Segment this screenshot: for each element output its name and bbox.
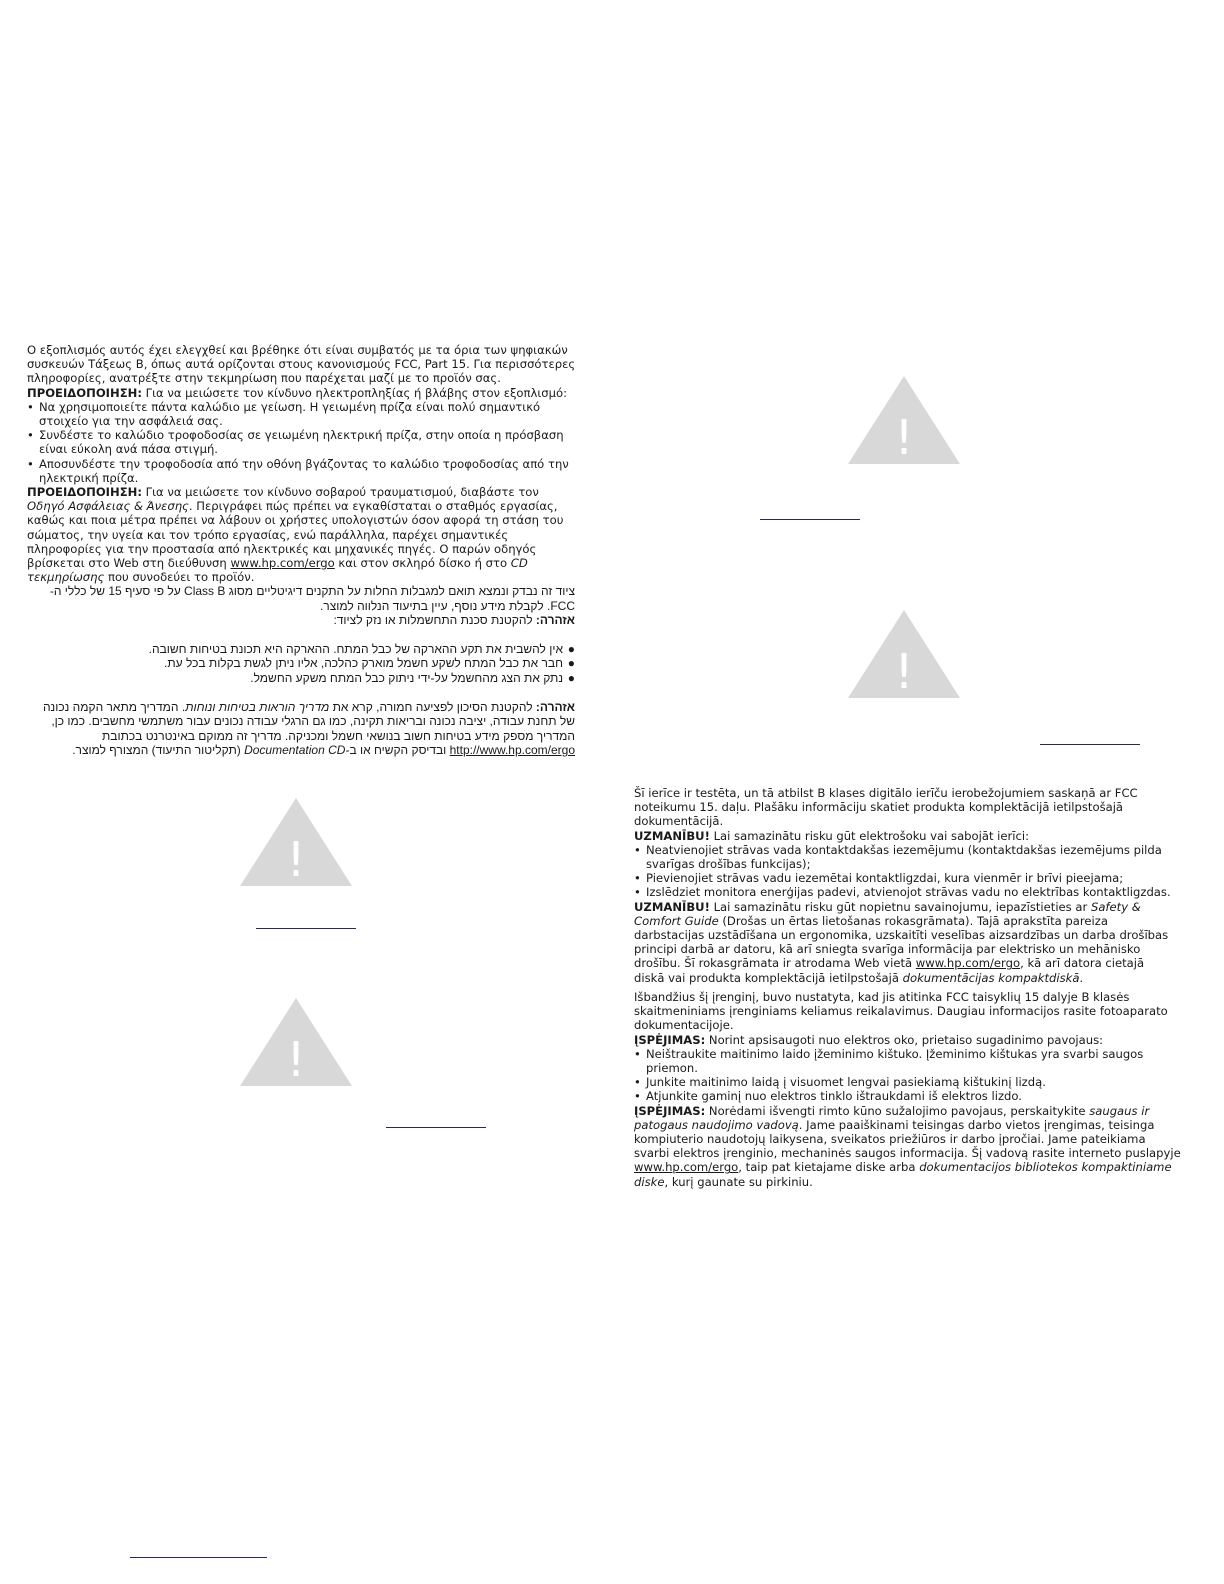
cd-title: CD τεκμηρίωσης	[27, 556, 528, 585]
lithuanian-notice	[634, 990, 1182, 1189]
greek-warning-1-label: ΠΡΟΕΙΔΟΠΟΙΗΣΗ:	[27, 385, 142, 400]
list-item: • Atjunkite gaminį nuo elektros tinklo ištraukdami iš elektros lizdo.	[634, 1089, 1022, 1104]
bullet: •	[634, 871, 641, 886]
cd-title: dokumentācijas kompaktdiskā	[902, 970, 1080, 985]
bullet: •	[27, 456, 34, 471]
list-item: ●אין להשבית את תקע ההארקה של כבל המתח. ההארקה היא תכונת בטיחות חשובה.	[148, 641, 575, 656]
cd-title: dokumentacijos bibliotekos kompaktiniame diske	[634, 1160, 1172, 1189]
guide-title: saugaus ir patogaus naudojimo vadovą	[634, 1103, 1150, 1132]
bullet: ●	[567, 641, 575, 656]
ergo-link[interactable]: http://www.hp.com/ergo	[449, 743, 575, 758]
greek-intro: Ο εξοπλισμός αυτός έχει ελεγχθεί και βρέθηκε ότι είναι συμβατός με τα όρια των ψηφιακών συσκευών Τάξεως B, όπως αυτά ορίζονται στους κανονισμούς FCC, Part 15. Για περισσότερες πληροφορίες, ανατρέξτε στην τεκμηρίωση που παρέχεται μαζί με το προϊόν σας.	[27, 343, 576, 386]
list-item: • Neištraukite maitinimo laido įžeminimo kištuko. Įžeminimo kištukas yra svarbi saugos priemon.	[634, 1046, 1144, 1076]
list-item: ●נתק את הצג מהחשמל על-ידי ניתוק כבל המתח משקע החשמל.	[250, 670, 575, 685]
ergo-link[interactable]: www.hp.com/ergo	[634, 1160, 739, 1175]
greek-notice	[27, 343, 579, 584]
bullet: •	[634, 1089, 641, 1104]
bullet: •	[634, 1075, 641, 1090]
ergo-link[interactable]: www.hp.com/ergo	[230, 556, 335, 571]
exclamation-mark: !	[894, 410, 914, 464]
bullet: •	[634, 1046, 641, 1061]
bullet: ●	[567, 670, 575, 685]
list-item: • Να χρησιμοποιείτε πάντα καλώδιο με γείωση. Η γειωμένη πρίζα είναι πολύ σημαντικό στοιχείο για την ασφάλειά σας.	[27, 399, 541, 429]
bullet: •	[634, 842, 641, 857]
guide-title: Safety & Comfort Guide	[634, 899, 1141, 928]
bullet: •	[634, 885, 641, 900]
exclamation-mark: !	[894, 644, 914, 698]
list-item: • Neatvienojiet strāvas vada kontaktdakšas iezemējumu (kontaktdakšas iezemējums pilda svarīgas drošības funkcijas);	[634, 842, 1162, 872]
latvian-warning-2: UZMANĪBU! Lai samazinātu risku gūt nopietnu savainojumu, iepazīstieties ar Safety & Comfort Guide (Drošas un ērtas lietošanas rokasgrāmata). Tajā aprakstīta pareiza darbstacijas uzstādīšana un ergonomika, uzskaitīti veselības aizsardzības un darba drošības principi darbā ar datoru, kā arī sniegta svarīga informācija par elektrisko un mehānisko drošību. Šī rokasgrāmata ir atrodama Web vietā www.hp.com/ergo, kā arī datora cietajā diskā vai produkta komplektācijā ietilpstošajā dokumentācijas kompaktdiskā.	[634, 899, 1169, 985]
bullet: •	[27, 399, 34, 414]
lithuanian-warning-2: ĮSPĖJIMAS: Norėdami išvengti rimto kūno sužalojimo pavojaus, perskaitykite saugaus ir patogaus naudojimo vadovą. Jame paaiškinami teisingas darbo vietos įrengimas, teisinga kompiuterio naudotojų laikysena, sveikatos priežiūros ir darbo įpročiai. Jame pateikiama svarbi elektros įrenginio, mechaninės saugos informacija. Šį vadovą rasite interneto puslapyje www.hp.com/ergo, taip pat kietajame diske arba dokumentacijos bibliotekos kompaktiniame diske, kurį gaunate su pirkiniu.	[634, 1103, 1181, 1189]
guide-title: Οδηγό Ασφάλειας & Άνεσης	[27, 499, 189, 514]
exclamation-mark: !	[286, 1032, 306, 1086]
latvian-warning-1: UZMANĪBU! Lai samazinātu risku gūt elektrošoku vai sabojāt ierīci:	[634, 828, 1030, 843]
divider-rule	[386, 1127, 486, 1128]
list-item: • Junkite maitinimo laidą į visuomet lengvai pasiekiamą kištukinį lizdą.	[634, 1075, 1046, 1090]
latvian-notice	[634, 786, 1174, 985]
warning-triangle-icon	[848, 610, 960, 698]
latvian-intro: Šī ierīce ir testēta, un tā atbilst B klases digitālo ierīču ierobežojumiem saskaņā ar FCC noteikumu 15. daļu. Plašāku informāciju skatiet produkta komplektācijā ietilpstošajā dokumentācijā.	[634, 786, 1138, 829]
lithuanian-warning-1: ĮSPĖJIMAS: Norint apsisaugoti nuo elektros oko, prietaiso sugadinimo pavojaus:	[634, 1032, 1104, 1047]
list-item: • Izslēdziet monitora enerģijas padevi, atvienojot strāvas vadu no elektrības kontaktligzdas.	[634, 885, 1171, 900]
hebrew-notice	[40, 584, 575, 758]
hebrew-intro: ציוד זה נבדק ונמצא תואם למגבלות החלות על התקנים דיגיטליים מסוג Class B על פי סעיף 15 של כללי ה-FCC. לקבלת מידע נוסף, עיין בתיעוד הנלווה למוצר.	[49, 584, 575, 613]
list-item: • Pievienojiet strāvas vadu iezemētai kontaktligzdai, kura vienmēr ir brīvi pieejama;	[634, 871, 1124, 886]
bullet: ●	[567, 656, 575, 671]
greek-warning-1: ΠΡΟΕΙΔΟΠΟΙΗΣΗ: Για να μειώσετε τον κίνδυνο ηλεκτροπληξίας ή βλάβης στον εξοπλισμό:	[27, 385, 568, 400]
exclamation-mark: !	[286, 832, 306, 886]
divider-rule	[130, 1557, 267, 1558]
divider-rule	[256, 928, 356, 929]
hebrew-warning-2: אזהרה: להקטנת הסיכון לפציעה חמורה, קרא את מדריך הוראות בטיחות ונוחות. המדריך מתאר הקמה נכונה של תחנת עבודה, יציבה נכונה ובריאות תקינה, כמו גם הרגלי עבודה נכונים עבור משתמשי מחשבים. כמו כן, המדריך מספק מידע בטיחות חשוב בנושאי חשמל ומכניקה. מדריך זה ממוקם באינטרנט בכתובת http://www.hp.com/ergo ובדיסק הקשיח או ב-Documentation CD (תקליטור התיעוד) המצורף למוצר.	[42, 699, 575, 758]
list-item: • Συνδέστε το καλώδιο τροφοδοσίας σε γειωμένη ηλεκτρική πρίζα, στην οποία η πρόσβαση είναι εύκολη ανά πάσα στιγμή.	[27, 428, 564, 457]
divider-rule	[1040, 744, 1140, 745]
list-item: ●חבר את כבל המתח לשקע חשמל מוארק כהלכה, אליו ניתן לגשת בקלות בכל עת.	[164, 656, 575, 671]
warning-triangle-icon	[240, 998, 352, 1086]
hebrew-warning-1: אזהרה: להקטנת סכנת התחשמלות או נזק לציוד:	[333, 613, 575, 628]
greek-warning-2: ΠΡΟΕΙΔΟΠΟΙΗΣΗ: Για να μειώσετε τον κίνδυνο σοβαρού τραυματισμού, διαβάστε τον Οδηγό Ασφάλειας & Άνεσης. Περιγράφει πώς πρέπει να εγκαθίσταται ο σταθμός εργασίας, καθώς και ποια μέτρα πρέπει να λάβουν οι χρήστες υπολογιστών όσον αφορά τη στάση του σώματος, την υγεία και τον τρόπο εργασίας, ενώ παράλληλα, παρέχει σημαντικές πληροφορίες για την προστασία από ηλεκτρικές και μηχανικές πηγές. Ο παρών οδηγός βρίσκεται στο Web στη διεύθυνση www.hp.com/ergo και στον σκληρό δίσκο ή στο CD τεκμηρίωσης που συνοδεύει το προϊόν.	[27, 485, 564, 585]
warning-triangle-icon	[848, 376, 960, 464]
bullet: •	[27, 428, 34, 443]
lithuanian-intro: Išbandžius šį įrenginį, buvo nustatyta, kad jis atitinka FCC taisyklių 15 dalyje B klasės skaitmeniniams įrenginiams keliamus reikalavimus. Daugiau informacijos rasite fotoaparato dokumentacijoje.	[634, 990, 1168, 1033]
warning-triangle-icon	[240, 798, 352, 886]
cd-title: Documentation CD	[244, 743, 346, 758]
guide-title: מדריך הוראות בטיחות ונוחות	[185, 699, 330, 714]
ergo-link[interactable]: www.hp.com/ergo	[915, 956, 1021, 971]
divider-rule	[760, 519, 860, 520]
list-item: • Αποσυνδέστε την τροφοδοσία από την οθόνη βγάζοντας το καλώδιο τροφοδοσίας από την ηλεκτρική πρίζα.	[27, 456, 569, 485]
